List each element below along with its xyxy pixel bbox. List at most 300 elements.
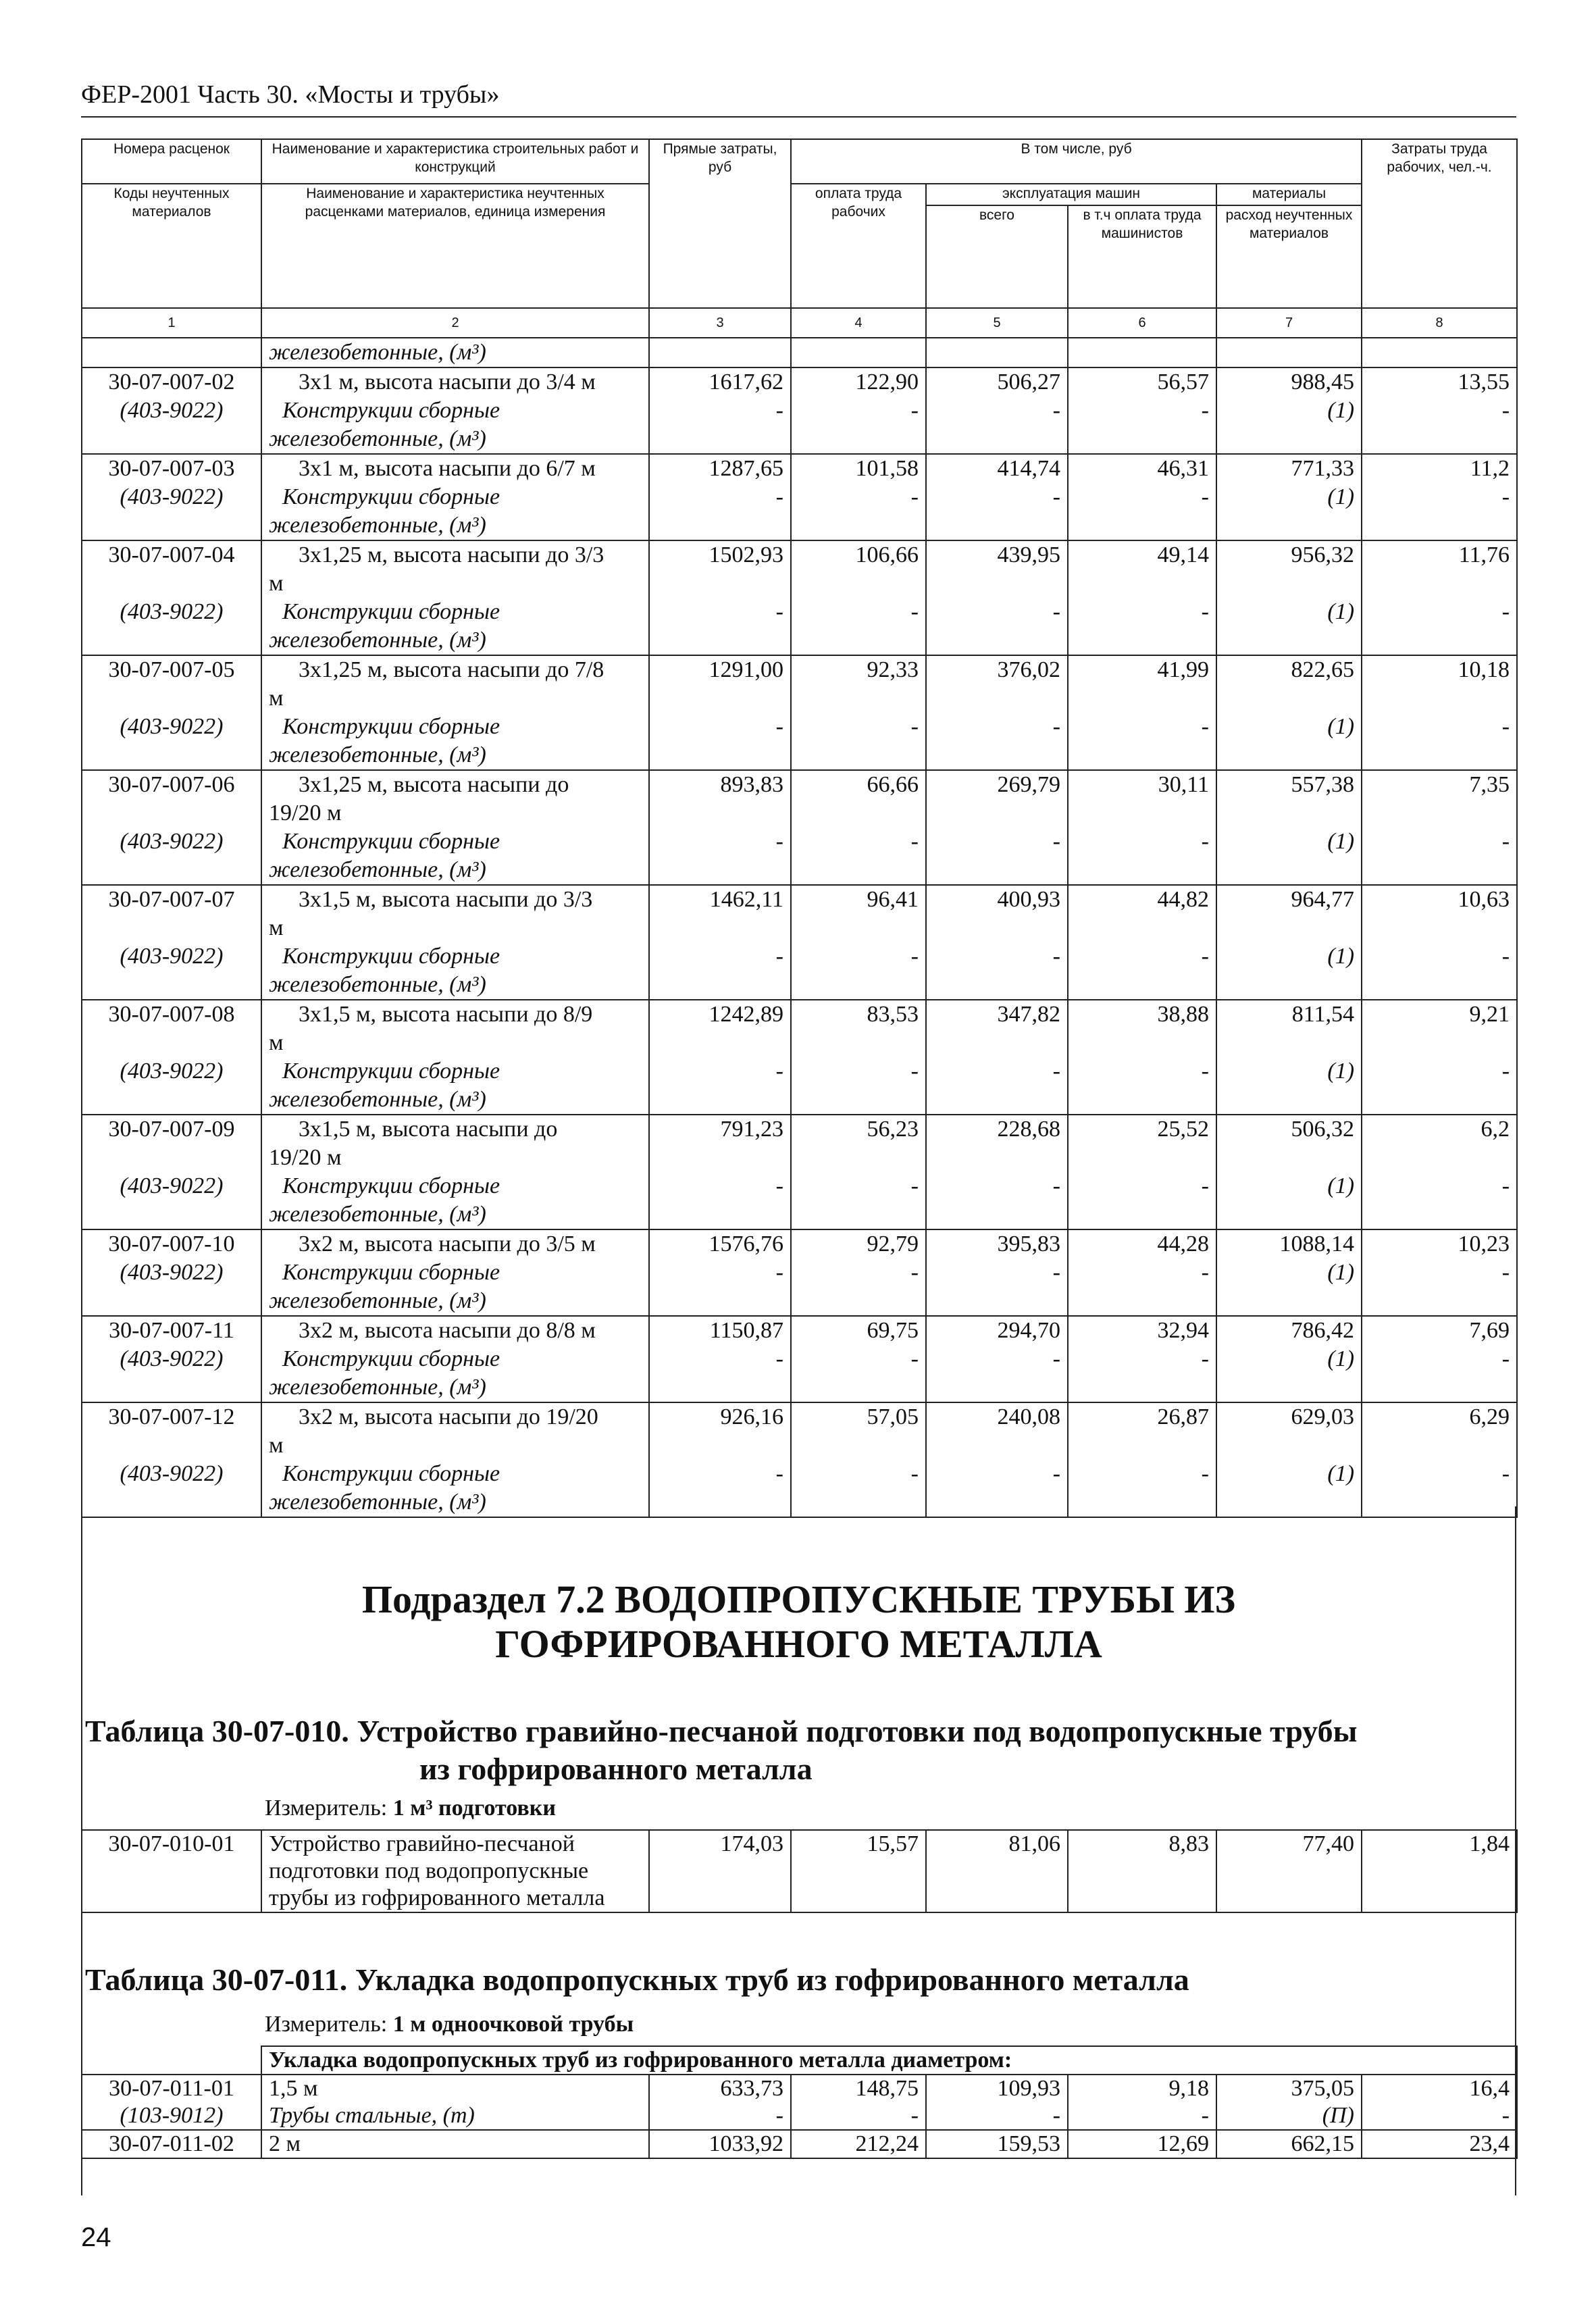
- direct-costs: 1617,62: [649, 367, 791, 397]
- material-code: (403-9022): [82, 713, 261, 770]
- rate-name: [261, 655, 649, 713]
- material-name-line: Конструкции сборные: [282, 714, 500, 739]
- material-code: (403-9022): [82, 1460, 261, 1517]
- material-name-line: железобетонные, (м³): [269, 1288, 486, 1313]
- direct-costs: 1150,87: [649, 1316, 791, 1345]
- material-code: (403-9022): [82, 1259, 261, 1316]
- rate-row: [82, 1115, 1517, 1172]
- machinist-pay: 56,57: [1068, 367, 1216, 397]
- rate-name-line: 3х1,5 м, высота насыпи до: [299, 1117, 558, 1142]
- dash: -: [1068, 397, 1216, 454]
- material-name-line: железобетонные, (м³): [269, 628, 486, 653]
- material-name: [261, 713, 649, 770]
- dash: -: [1362, 397, 1517, 454]
- dash: -: [649, 483, 791, 540]
- machinist-pay: 38,88: [1068, 1000, 1216, 1057]
- dash: -: [1362, 1259, 1517, 1316]
- direct-costs: 1502,93: [649, 540, 791, 598]
- table-011-row-1: [82, 2075, 1517, 2102]
- col-head-rate-numbers: Номера расценок: [82, 139, 261, 184]
- group-heading: Укладка водопропускных труб из гофрированного металла диаметром:: [261, 2046, 1517, 2075]
- material-qty: (1): [1216, 713, 1362, 770]
- materials: 375,05: [1216, 2075, 1362, 2102]
- material-name-line: железобетонные, (м³): [269, 513, 486, 538]
- material-qty: (1): [1216, 942, 1362, 1000]
- page-number: 24: [81, 2222, 111, 2252]
- labor-hours: 6,29: [1362, 1402, 1517, 1460]
- material-name-line: Конструкции сборные: [282, 1346, 500, 1371]
- material-name-line: железобетонные, (м³): [269, 1490, 486, 1515]
- dash: -: [1362, 1460, 1517, 1517]
- materials: 811,54: [1216, 1000, 1362, 1057]
- rate-row: [82, 367, 1517, 397]
- direct-costs: 1033,92: [649, 2130, 791, 2158]
- dash: -: [649, 713, 791, 770]
- machinist-pay: 41,99: [1068, 655, 1216, 713]
- column-number: 2: [261, 308, 649, 338]
- material-code: (103-9012): [82, 2102, 261, 2130]
- labor-pay: 212,24: [791, 2130, 926, 2158]
- col-head-in-total: В том числе, руб: [791, 139, 1362, 184]
- material-code: (403-9022): [82, 828, 261, 885]
- machinist-pay: 9,18: [1068, 2075, 1216, 2102]
- material-name-line: Конструкции сборные: [282, 944, 500, 969]
- machines-total: 347,82: [926, 1000, 1068, 1057]
- dash: -: [791, 828, 926, 885]
- dash: -: [649, 397, 791, 454]
- labor-hours: 6,2: [1362, 1115, 1517, 1172]
- rate-code: 30-07-007-11: [82, 1316, 261, 1345]
- material-row: [82, 1345, 1517, 1402]
- material-row: [82, 598, 1517, 655]
- col-head-material-name: Наименование и характеристика неучтенных расценками материалов, единица измерения: [261, 184, 649, 308]
- labor-pay: 122,90: [791, 367, 926, 397]
- material-code: (403-9022): [82, 1345, 261, 1402]
- table-010-title-line2: из гофрированного металла: [419, 1752, 813, 1786]
- dash: -: [649, 598, 791, 655]
- material-qty: (1): [1216, 828, 1362, 885]
- rate-name: [261, 1830, 649, 1912]
- dash: -: [1068, 1259, 1216, 1316]
- material-row: [82, 397, 1517, 454]
- machines-total: 159,53: [926, 2130, 1068, 2158]
- machinist-pay: 26,87: [1068, 1402, 1216, 1460]
- col-head-work-name: Наименование и характеристика строительных работ и конструкций: [261, 139, 649, 184]
- rate-row: [82, 655, 1517, 713]
- dash: -: [1362, 713, 1517, 770]
- material-code: (403-9022): [82, 397, 261, 454]
- labor-pay: 15,57: [791, 1830, 926, 1912]
- materials: 506,32: [1216, 1115, 1362, 1172]
- col-head-labor-pay: оплата труда рабочих: [791, 184, 926, 308]
- material-name-line: железобетонные, (м³): [269, 426, 486, 451]
- labor-hours: 11,2: [1362, 454, 1517, 483]
- col-head-materials: материалы: [1216, 184, 1362, 205]
- labor-pay: 83,53: [791, 1000, 926, 1057]
- carry-over-text: железобетонные, (м³): [261, 338, 649, 367]
- dash: -: [926, 2102, 1068, 2130]
- rate-code: 30-07-007-12: [82, 1402, 261, 1460]
- labor-pay: 56,23: [791, 1115, 926, 1172]
- labor-hours: 7,69: [1362, 1316, 1517, 1345]
- dash: -: [1068, 1345, 1216, 1402]
- rate-name-line: 3х1 м, высота насыпи до 6/7 м: [299, 456, 596, 481]
- dash: -: [926, 397, 1068, 454]
- rate-name: 1,5 м: [261, 2075, 649, 2102]
- machines-total: 109,93: [926, 2075, 1068, 2102]
- table-011-group-row: [82, 2046, 1517, 2075]
- rate-name: [261, 770, 649, 828]
- col-head-material-usage: расход неучтенных материалов: [1216, 205, 1362, 308]
- material-name-line: железобетонные, (м³): [269, 1087, 486, 1112]
- material-name: [261, 828, 649, 885]
- machinist-pay: 46,31: [1068, 454, 1216, 483]
- rate-name-line: 3х1,25 м, высота насыпи до 3/3: [299, 542, 604, 567]
- material-name: [261, 1259, 649, 1316]
- machines-total: 376,02: [926, 655, 1068, 713]
- material-name-line: Конструкции сборные: [282, 1173, 500, 1198]
- material-name: [261, 397, 649, 454]
- materials: 629,03: [1216, 1402, 1362, 1460]
- rate-name-line: 19/20 м: [269, 1145, 342, 1170]
- dash: -: [1068, 1460, 1216, 1517]
- measure-prefix: Измеритель:: [265, 2012, 393, 2037]
- material-name-line: Конструкции сборные: [282, 484, 500, 509]
- material-name: [261, 942, 649, 1000]
- rate-row: [82, 1000, 1517, 1057]
- labor-hours: 23,4: [1362, 2130, 1517, 2158]
- rate-name-line: 3х1,5 м, высота насыпи до 3/3: [299, 887, 593, 912]
- material-row: [82, 713, 1517, 770]
- measure-prefix: Измеритель:: [265, 1796, 393, 1821]
- dash: -: [1068, 713, 1216, 770]
- dash: -: [1362, 828, 1517, 885]
- table-011-measure: [265, 2012, 634, 2037]
- dash: -: [926, 713, 1068, 770]
- col-head-machines-total: всего: [926, 205, 1068, 308]
- rate-name: [261, 1229, 649, 1259]
- material-qty: (1): [1216, 1172, 1362, 1229]
- labor-pay: 92,33: [791, 655, 926, 713]
- materials: 956,32: [1216, 540, 1362, 598]
- direct-costs: 1287,65: [649, 454, 791, 483]
- rate-row: [82, 770, 1517, 828]
- dash: -: [1068, 598, 1216, 655]
- machines-total: 294,70: [926, 1316, 1068, 1345]
- material-code: (403-9022): [82, 942, 261, 1000]
- labor-hours: 16,4: [1362, 2075, 1517, 2102]
- dash: -: [1362, 1057, 1517, 1115]
- material-name-line: железобетонные, (м³): [269, 1375, 486, 1400]
- direct-costs: 791,23: [649, 1115, 791, 1172]
- labor-hours: 9,21: [1362, 1000, 1517, 1057]
- dash: -: [1362, 1172, 1517, 1229]
- materials: 662,15: [1216, 2130, 1362, 2158]
- machinist-pay: 8,83: [1068, 1830, 1216, 1912]
- dash: -: [791, 1345, 926, 1402]
- col-head-machines: эксплуатация машин: [926, 184, 1216, 205]
- materials: 557,38: [1216, 770, 1362, 828]
- dash: -: [649, 1172, 791, 1229]
- header-rule: [81, 116, 1516, 118]
- dash: -: [1362, 1345, 1517, 1402]
- col-head-labor-hours: Затраты труда рабочих, чел.-ч.: [1362, 139, 1517, 308]
- material-name: [261, 1345, 649, 1402]
- rate-row: [82, 454, 1517, 483]
- rate-name-line: 3х2 м, высота насыпи до 19/20: [299, 1404, 598, 1429]
- material-row: [82, 1172, 1517, 1229]
- material-name-line: Конструкции сборные: [282, 398, 500, 423]
- machinist-pay: 44,82: [1068, 885, 1216, 942]
- rate-name-line: м: [269, 686, 284, 711]
- dash: -: [791, 713, 926, 770]
- direct-costs: 1242,89: [649, 1000, 791, 1057]
- material-name-line: железобетонные, (м³): [269, 742, 486, 767]
- direct-costs: 633,73: [649, 2075, 791, 2102]
- rate-name: [261, 885, 649, 942]
- material-code: (403-9022): [82, 1057, 261, 1115]
- table-010: [81, 1829, 1518, 1913]
- dash: -: [649, 1460, 791, 1517]
- dash: -: [1068, 828, 1216, 885]
- dash: -: [926, 828, 1068, 885]
- dash: -: [1362, 483, 1517, 540]
- dash: -: [791, 1460, 926, 1517]
- dash: -: [791, 2102, 926, 2130]
- page-header: ФЕР-2001 Часть 30. «Мосты и трубы»: [81, 80, 500, 109]
- labor-pay: 148,75: [791, 2075, 926, 2102]
- dash: -: [649, 2102, 791, 2130]
- rate-row: [82, 1402, 1517, 1460]
- rate-code: 30-07-007-06: [82, 770, 261, 828]
- machines-total: 506,27: [926, 367, 1068, 397]
- dash: -: [649, 1057, 791, 1115]
- dash: -: [926, 1259, 1068, 1316]
- rate-code: 30-07-007-10: [82, 1229, 261, 1259]
- column-number: 5: [926, 308, 1068, 338]
- direct-costs: 926,16: [649, 1402, 791, 1460]
- machines-total: 400,93: [926, 885, 1068, 942]
- material-name-line: железобетонные, (м³): [269, 972, 486, 997]
- dash: -: [926, 483, 1068, 540]
- machinist-pay: 44,28: [1068, 1229, 1216, 1259]
- labor-pay: 92,79: [791, 1229, 926, 1259]
- labor-hours: 10,63: [1362, 885, 1517, 942]
- dash: -: [1068, 1172, 1216, 1229]
- labor-pay: 96,41: [791, 885, 926, 942]
- material-name-line: железобетонные, (м³): [269, 857, 486, 882]
- dash: -: [926, 1172, 1068, 1229]
- labor-pay: 106,66: [791, 540, 926, 598]
- material-name-line: Конструкции сборные: [282, 1461, 500, 1486]
- rate-name-line: подготовки под водопропускные: [269, 1858, 589, 1883]
- labor-hours: 10,23: [1362, 1229, 1517, 1259]
- material-row: [82, 1460, 1517, 1517]
- direct-costs: 893,83: [649, 770, 791, 828]
- column-number: 4: [791, 308, 926, 338]
- material-row: [82, 1259, 1517, 1316]
- rate-code: 30-07-007-08: [82, 1000, 261, 1057]
- subsection-title: Подраздел 7.2 ВОДОПРОПУСКНЫЕ ТРУБЫ ИЗ ГОФРИРОВАННОГО МЕТАЛЛА: [361, 1577, 1236, 1666]
- rate-name: [261, 1000, 649, 1057]
- material-qty: (1): [1216, 1460, 1362, 1517]
- labor-hours: 10,18: [1362, 655, 1517, 713]
- labor-hours: 13,55: [1362, 367, 1517, 397]
- machines-total: 81,06: [926, 1830, 1068, 1912]
- material-qty: (1): [1216, 1057, 1362, 1115]
- direct-costs: 1462,11: [649, 885, 791, 942]
- rate-name: [261, 1115, 649, 1172]
- table-010-measure: [265, 1796, 556, 1821]
- material-name: [261, 598, 649, 655]
- labor-hours: 7,35: [1362, 770, 1517, 828]
- material-name-line: Конструкции сборные: [282, 1260, 500, 1285]
- material-qty: (1): [1216, 483, 1362, 540]
- dash: -: [649, 1345, 791, 1402]
- dash: -: [791, 942, 926, 1000]
- machines-total: 228,68: [926, 1115, 1068, 1172]
- material-name-line: Конструкции сборные: [282, 1059, 500, 1084]
- rate-name: [261, 367, 649, 397]
- material-name: Трубы стальные, (т): [261, 2102, 649, 2130]
- dash: -: [1068, 2102, 1216, 2130]
- rate-name-line: м: [269, 1433, 284, 1458]
- rate-name-line: 3х2 м, высота насыпи до 8/8 м: [299, 1318, 596, 1343]
- dash: -: [791, 1259, 926, 1316]
- material-name-line: Конструкции сборные: [282, 599, 500, 624]
- material-code: (403-9022): [82, 598, 261, 655]
- table-010-title: [85, 1712, 1510, 1788]
- material-qty: (П): [1216, 2102, 1362, 2130]
- rate-name: 2 м: [261, 2130, 649, 2158]
- column-numbers-row: [82, 308, 1517, 338]
- rate-code: 30-07-007-04: [82, 540, 261, 598]
- rate-name-line: 3х1 м, высота насыпи до 3/4 м: [299, 370, 596, 395]
- rate-name: [261, 1316, 649, 1345]
- rate-code: 30-07-007-09: [82, 1115, 261, 1172]
- materials: 822,65: [1216, 655, 1362, 713]
- measure-unit: 1 м одноочковой трубы: [392, 2012, 634, 2037]
- dash: -: [791, 397, 926, 454]
- rate-name: [261, 1402, 649, 1460]
- table-011-row-2: [82, 2130, 1517, 2158]
- materials: 771,33: [1216, 454, 1362, 483]
- material-qty: (1): [1216, 1259, 1362, 1316]
- rate-name-line: м: [269, 571, 284, 596]
- rate-name-line: 19/20 м: [269, 800, 342, 825]
- rate-code: 30-07-007-05: [82, 655, 261, 713]
- dash: -: [926, 1345, 1068, 1402]
- rate-code: 30-07-007-03: [82, 454, 261, 483]
- table-010-row: [82, 1830, 1517, 1912]
- direct-costs: 174,03: [649, 1830, 791, 1912]
- rate-name-line: 3х1,25 м, высота насыпи до 7/8: [299, 657, 604, 682]
- materials: 786,42: [1216, 1316, 1362, 1345]
- col-head-direct-costs: Прямые затраты, руб: [649, 139, 791, 308]
- machines-total: 269,79: [926, 770, 1068, 828]
- material-name-line: железобетонные, (м³): [269, 1202, 486, 1227]
- dash: -: [649, 1259, 791, 1316]
- carry-over-row: [82, 338, 1517, 367]
- machines-total: 439,95: [926, 540, 1068, 598]
- dash: -: [926, 598, 1068, 655]
- rate-code: 30-07-007-07: [82, 885, 261, 942]
- dash: -: [926, 1460, 1068, 1517]
- material-qty: (1): [1216, 598, 1362, 655]
- table-011-material-row: [82, 2102, 1517, 2130]
- labor-pay: 57,05: [791, 1402, 926, 1460]
- dash: -: [649, 942, 791, 1000]
- col-head-machinist-pay: в т.ч оплата труда машинистов: [1068, 205, 1216, 308]
- rate-name-line: 3х1,25 м, высота насыпи до: [299, 772, 569, 797]
- labor-pay: 69,75: [791, 1316, 926, 1345]
- dash: -: [926, 1057, 1068, 1115]
- rate-name-line: трубы из гофрированного металла: [269, 1885, 605, 1910]
- dash: -: [791, 598, 926, 655]
- rate-name-line: Устройство гравийно-песчаной: [269, 1831, 575, 1856]
- material-name-line: Конструкции сборные: [282, 829, 500, 854]
- table-011: [81, 2045, 1518, 2159]
- machines-total: 240,08: [926, 1402, 1068, 1460]
- material-row: [82, 483, 1517, 540]
- machinist-pay: 30,11: [1068, 770, 1216, 828]
- machinist-pay: 32,94: [1068, 1316, 1216, 1345]
- rate-code: 30-07-011-01: [82, 2075, 261, 2102]
- machinist-pay: 12,69: [1068, 2130, 1216, 2158]
- rate-name: [261, 540, 649, 598]
- column-number: 8: [1362, 308, 1517, 338]
- machinist-pay: 25,52: [1068, 1115, 1216, 1172]
- material-name: [261, 483, 649, 540]
- dash: -: [649, 828, 791, 885]
- material-code: (403-9022): [82, 483, 261, 540]
- rate-name: [261, 454, 649, 483]
- dash: -: [791, 483, 926, 540]
- column-number: 1: [82, 308, 261, 338]
- dash: -: [1068, 483, 1216, 540]
- column-number: 3: [649, 308, 791, 338]
- material-name: [261, 1172, 649, 1229]
- dash: -: [1068, 1057, 1216, 1115]
- column-number: 6: [1068, 308, 1216, 338]
- materials: 77,40: [1216, 1830, 1362, 1912]
- machines-total: 395,83: [926, 1229, 1068, 1259]
- labor-hours: 11,76: [1362, 540, 1517, 598]
- rate-row: [82, 1316, 1517, 1345]
- dash: -: [926, 942, 1068, 1000]
- materials: 988,45: [1216, 367, 1362, 397]
- dash: -: [1362, 942, 1517, 1000]
- machines-total: 414,74: [926, 454, 1068, 483]
- material-qty: (1): [1216, 1345, 1362, 1402]
- direct-costs: 1576,76: [649, 1229, 791, 1259]
- rate-name-line: 3х2 м, высота насыпи до 3/5 м: [299, 1231, 596, 1256]
- material-code: (403-9022): [82, 1172, 261, 1229]
- material-name: [261, 1057, 649, 1115]
- rate-code: 30-07-007-02: [82, 367, 261, 397]
- labor-pay: 101,58: [791, 454, 926, 483]
- rate-name-line: м: [269, 915, 284, 940]
- table-011-title: Таблица 30-07-011. Укладка водопропускных труб из гофрированного металла: [85, 1962, 1189, 1997]
- rate-name-line: 3х1,5 м, высота насыпи до 8/9: [299, 1002, 593, 1027]
- rates-table: [81, 138, 1518, 1518]
- rate-name-line: м: [269, 1030, 284, 1055]
- column-number: 7: [1216, 308, 1362, 338]
- materials: 964,77: [1216, 885, 1362, 942]
- labor-pay: 66,66: [791, 770, 926, 828]
- material-row: [82, 828, 1517, 885]
- rate-row: [82, 1229, 1517, 1259]
